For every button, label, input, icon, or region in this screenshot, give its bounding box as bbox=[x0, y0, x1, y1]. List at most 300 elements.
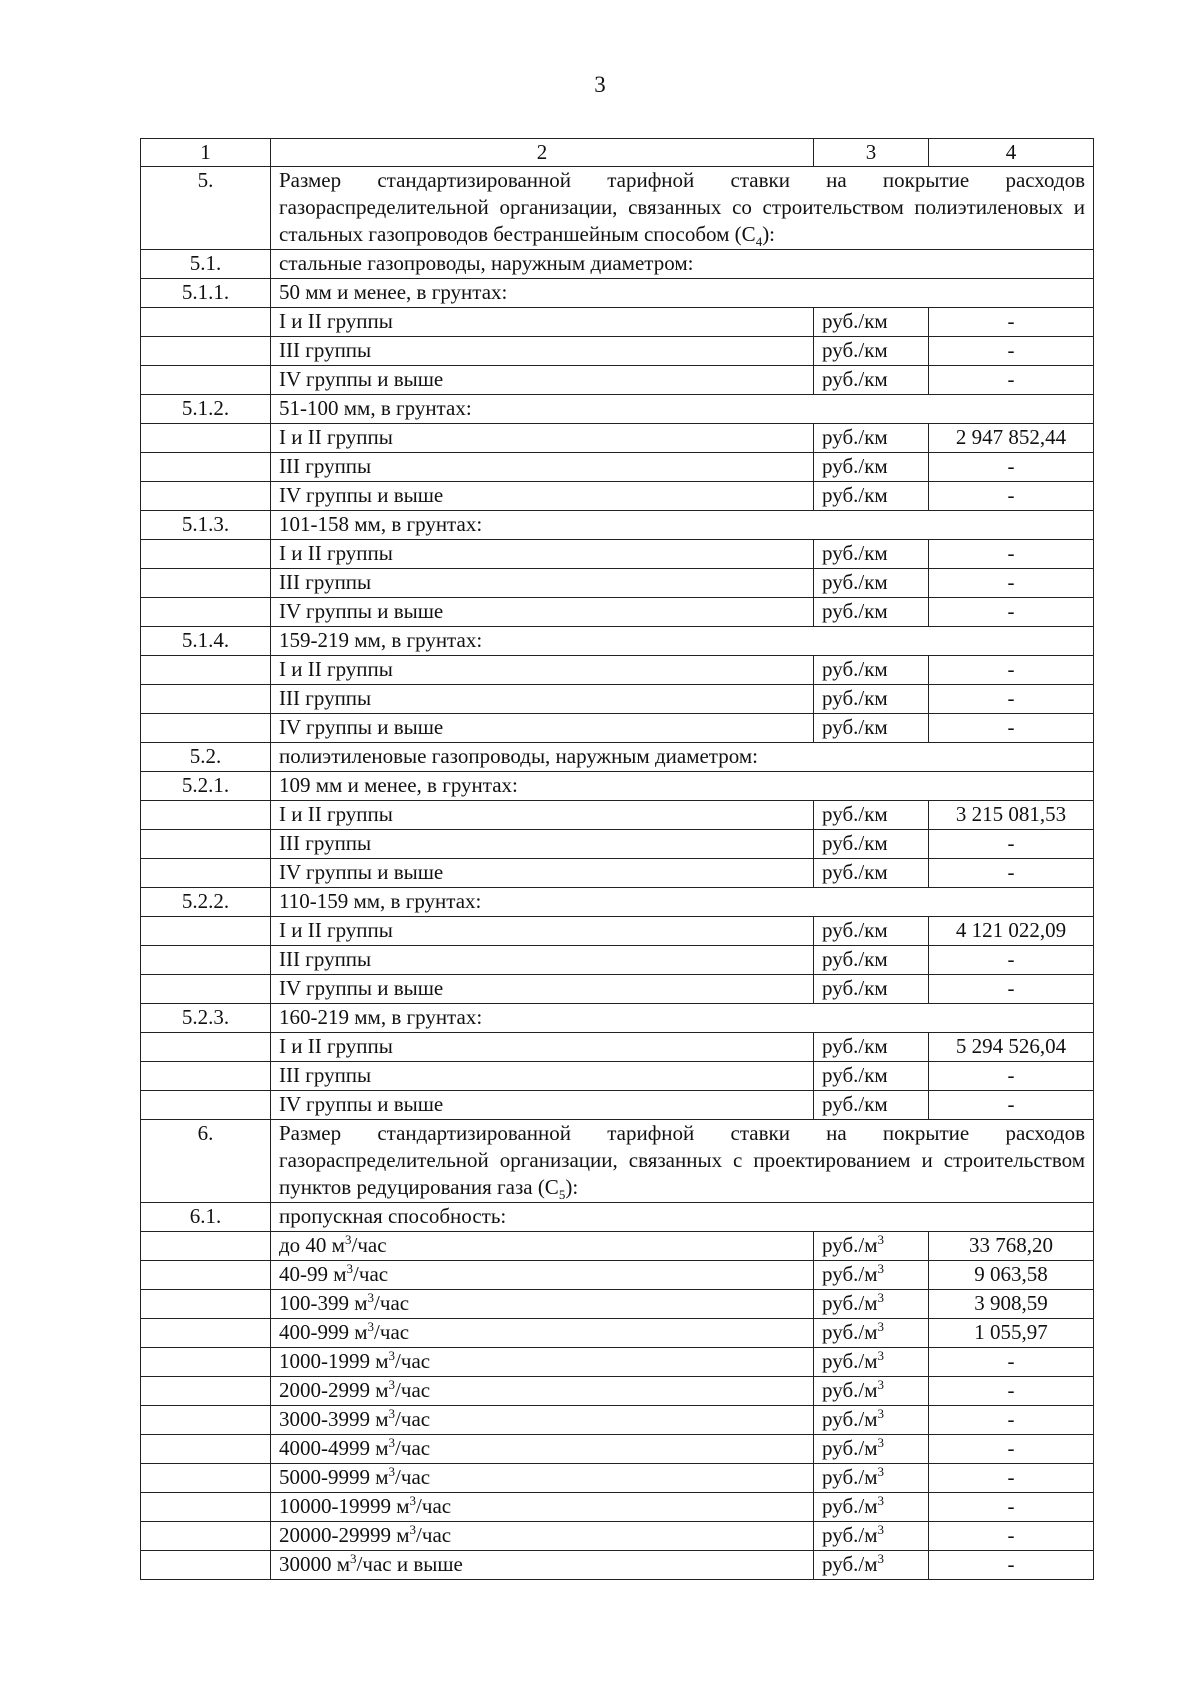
value-cell: - bbox=[929, 685, 1094, 714]
table-body bbox=[141, 167, 1094, 1580]
item-text: IV группы и выше bbox=[279, 860, 444, 884]
item-description bbox=[271, 859, 814, 888]
unit-superscript: 3 bbox=[877, 1522, 885, 1537]
unit-superscript: 3 bbox=[877, 1348, 885, 1363]
value-cell: - bbox=[929, 1348, 1094, 1377]
table-row bbox=[141, 511, 1094, 540]
unit-superscript: 3 bbox=[877, 1406, 885, 1421]
group-title bbox=[271, 250, 1094, 279]
item-description bbox=[271, 1290, 814, 1319]
item-description bbox=[271, 830, 814, 859]
value-cell: 5 294 526,04 bbox=[929, 1033, 1094, 1062]
row-number bbox=[141, 1290, 271, 1319]
item-text: 5000-9999 м bbox=[279, 1465, 389, 1489]
item-description bbox=[271, 1261, 814, 1290]
item-description bbox=[271, 366, 814, 395]
item-description bbox=[271, 1464, 814, 1493]
table-header-row bbox=[141, 139, 1094, 167]
unit-cell bbox=[814, 598, 929, 627]
row-number bbox=[141, 569, 271, 598]
table-row bbox=[141, 1406, 1094, 1435]
unit-cell bbox=[814, 1464, 929, 1493]
title-text: 51-100 мм, в грунтах: bbox=[279, 396, 472, 420]
table-row bbox=[141, 395, 1094, 424]
value-cell: 33 768,20 bbox=[929, 1232, 1094, 1261]
item-description bbox=[271, 1522, 814, 1551]
item-description bbox=[271, 1406, 814, 1435]
value-cell: - bbox=[929, 859, 1094, 888]
row-number bbox=[141, 714, 271, 743]
table-row bbox=[141, 250, 1094, 279]
unit-text: руб./км bbox=[822, 715, 888, 739]
item-description bbox=[271, 424, 814, 453]
value-cell: - bbox=[929, 569, 1094, 598]
row-number bbox=[141, 1435, 271, 1464]
row-number bbox=[141, 1261, 271, 1290]
row-number bbox=[141, 1522, 271, 1551]
title-text: 50 мм и менее, в грунтах: bbox=[279, 280, 508, 304]
value-cell: 3 215 081,53 bbox=[929, 801, 1094, 830]
unit-cell bbox=[814, 1033, 929, 1062]
unit-cell bbox=[814, 917, 929, 946]
unit-text: руб./м bbox=[822, 1262, 878, 1286]
unit-text: руб./км bbox=[822, 367, 888, 391]
unit-cell bbox=[814, 859, 929, 888]
table-row bbox=[141, 743, 1094, 772]
item-text: III группы bbox=[279, 831, 372, 855]
row-number bbox=[141, 1062, 271, 1091]
row-number bbox=[141, 598, 271, 627]
table-row bbox=[141, 714, 1094, 743]
row-number bbox=[141, 1033, 271, 1062]
superscript: 3 bbox=[346, 1261, 354, 1276]
item-description bbox=[271, 598, 814, 627]
superscript: 3 bbox=[367, 1290, 375, 1305]
value-cell: - bbox=[929, 1435, 1094, 1464]
table-row bbox=[141, 1348, 1094, 1377]
row-number: 5. bbox=[141, 167, 271, 250]
value-cell: 9 063,58 bbox=[929, 1261, 1094, 1290]
unit-text: руб./м bbox=[822, 1436, 878, 1460]
value-cell: - bbox=[929, 1377, 1094, 1406]
unit-text: руб./м bbox=[822, 1378, 878, 1402]
row-number bbox=[141, 1493, 271, 1522]
unit-text: руб./м bbox=[822, 1465, 878, 1489]
value-cell: - bbox=[929, 975, 1094, 1004]
superscript: 3 bbox=[409, 1522, 417, 1537]
table-row bbox=[141, 1120, 1094, 1203]
table-row bbox=[141, 1435, 1094, 1464]
table-row bbox=[141, 975, 1094, 1004]
row-number bbox=[141, 656, 271, 685]
unit-superscript: 3 bbox=[877, 1290, 885, 1305]
group-title bbox=[271, 395, 1094, 424]
item-description bbox=[271, 1493, 814, 1522]
title-text: пропускная способность: bbox=[279, 1204, 507, 1228]
row-number: 5.1.3. bbox=[141, 511, 271, 540]
row-number bbox=[141, 366, 271, 395]
unit-text: руб./м bbox=[822, 1320, 878, 1344]
title-text: полиэтиленовые газопроводы, наружным диаметром: bbox=[279, 744, 758, 768]
row-number: 5.1.1. bbox=[141, 279, 271, 308]
unit-text: руб./км bbox=[822, 541, 888, 565]
value-cell: - bbox=[929, 1493, 1094, 1522]
value-cell: - bbox=[929, 482, 1094, 511]
group-title bbox=[271, 888, 1094, 917]
table-row bbox=[141, 946, 1094, 975]
table-row bbox=[141, 1261, 1094, 1290]
unit-cell bbox=[814, 975, 929, 1004]
item-description bbox=[271, 540, 814, 569]
item-text: IV группы и выше bbox=[279, 715, 444, 739]
item-description bbox=[271, 1377, 814, 1406]
unit-text: руб./м bbox=[822, 1233, 878, 1257]
item-description bbox=[271, 1435, 814, 1464]
unit-cell bbox=[814, 656, 929, 685]
table-row bbox=[141, 167, 1094, 250]
item-suffix: /час и выше bbox=[356, 1552, 463, 1576]
title-text: стальные газопроводы, наружным диаметром: bbox=[279, 251, 694, 275]
row-number bbox=[141, 917, 271, 946]
unit-cell bbox=[814, 1493, 929, 1522]
row-number bbox=[141, 308, 271, 337]
item-description bbox=[271, 337, 814, 366]
item-text: IV группы и выше bbox=[279, 367, 444, 391]
item-text: IV группы и выше bbox=[279, 483, 444, 507]
item-text: I и II группы bbox=[279, 802, 393, 826]
title-text: Размер стандартизированной тарифной ставки на покрытие расходов газораспределительной организации, связанных со строительством полиэтиленовых и стальных газопроводов бестраншейным способом (C bbox=[279, 168, 1085, 246]
superscript: 3 bbox=[409, 1493, 417, 1508]
item-description bbox=[271, 569, 814, 598]
item-text: III группы bbox=[279, 454, 372, 478]
superscript: 3 bbox=[388, 1406, 396, 1421]
unit-text: руб./км bbox=[822, 454, 888, 478]
item-text: 20000-29999 м bbox=[279, 1523, 410, 1547]
row-number: 6. bbox=[141, 1120, 271, 1203]
page-number: 3 bbox=[594, 72, 606, 97]
table-row bbox=[141, 482, 1094, 511]
superscript: 3 bbox=[388, 1464, 396, 1479]
table-row bbox=[141, 1522, 1094, 1551]
unit-cell bbox=[814, 366, 929, 395]
item-text: I и II группы bbox=[279, 425, 393, 449]
table-row bbox=[141, 569, 1094, 598]
group-title bbox=[271, 279, 1094, 308]
unit-superscript: 3 bbox=[877, 1261, 885, 1276]
item-text: 10000-19999 м bbox=[279, 1494, 410, 1518]
table-row bbox=[141, 424, 1094, 453]
unit-superscript: 3 bbox=[877, 1232, 885, 1247]
item-suffix: /час bbox=[395, 1465, 431, 1489]
unit-cell bbox=[814, 1062, 929, 1091]
unit-cell bbox=[814, 830, 929, 859]
table-row bbox=[141, 366, 1094, 395]
item-description bbox=[271, 714, 814, 743]
row-number bbox=[141, 1319, 271, 1348]
unit-text: руб./м bbox=[822, 1523, 878, 1547]
item-description bbox=[271, 656, 814, 685]
subscript: 5 bbox=[558, 1187, 566, 1203]
unit-text: руб./км bbox=[822, 1034, 888, 1058]
unit-cell bbox=[814, 1377, 929, 1406]
title-text: 110-159 мм, в грунтах: bbox=[279, 889, 482, 913]
unit-cell bbox=[814, 1348, 929, 1377]
value-cell: - bbox=[929, 598, 1094, 627]
value-cell: - bbox=[929, 366, 1094, 395]
table-row bbox=[141, 337, 1094, 366]
title-text: 109 мм и менее, в грунтах: bbox=[279, 773, 518, 797]
unit-text: руб./км bbox=[822, 483, 888, 507]
item-description bbox=[271, 1232, 814, 1261]
unit-cell bbox=[814, 424, 929, 453]
superscript: 3 bbox=[388, 1435, 396, 1450]
item-text: IV группы и выше bbox=[279, 1092, 444, 1116]
unit-text: руб./км bbox=[822, 1092, 888, 1116]
table-row bbox=[141, 1232, 1094, 1261]
unit-cell bbox=[814, 1232, 929, 1261]
table-row bbox=[141, 1551, 1094, 1580]
item-suffix: /час bbox=[395, 1349, 431, 1373]
item-text: 4000-4999 м bbox=[279, 1436, 389, 1460]
column-header: 2 bbox=[271, 139, 814, 167]
unit-cell bbox=[814, 1290, 929, 1319]
unit-cell bbox=[814, 308, 929, 337]
item-description bbox=[271, 308, 814, 337]
item-description bbox=[271, 685, 814, 714]
unit-text: руб./м bbox=[822, 1494, 878, 1518]
group-title bbox=[271, 1203, 1094, 1232]
row-number bbox=[141, 859, 271, 888]
unit-superscript: 3 bbox=[877, 1551, 885, 1566]
value-cell: - bbox=[929, 308, 1094, 337]
item-suffix: /час bbox=[374, 1320, 410, 1344]
item-text: I и II группы bbox=[279, 541, 393, 565]
table-row bbox=[141, 1319, 1094, 1348]
value-cell: - bbox=[929, 714, 1094, 743]
table-row bbox=[141, 917, 1094, 946]
item-text: I и II группы bbox=[279, 657, 393, 681]
superscript: 3 bbox=[367, 1319, 375, 1334]
unit-text: руб./м bbox=[822, 1291, 878, 1315]
value-cell: - bbox=[929, 540, 1094, 569]
item-description bbox=[271, 975, 814, 1004]
unit-text: руб./км bbox=[822, 599, 888, 623]
item-suffix: /час bbox=[416, 1523, 452, 1547]
unit-cell bbox=[814, 1435, 929, 1464]
row-number bbox=[141, 1406, 271, 1435]
table-row bbox=[141, 772, 1094, 801]
table-row bbox=[141, 598, 1094, 627]
table-row bbox=[141, 1377, 1094, 1406]
table-row bbox=[141, 627, 1094, 656]
item-description bbox=[271, 453, 814, 482]
item-text: I и II группы bbox=[279, 1034, 393, 1058]
group-title bbox=[271, 743, 1094, 772]
row-number bbox=[141, 424, 271, 453]
value-cell: - bbox=[929, 1406, 1094, 1435]
unit-text: руб./м bbox=[822, 1552, 878, 1576]
value-cell: - bbox=[929, 1522, 1094, 1551]
item-description bbox=[271, 917, 814, 946]
table-row bbox=[141, 1062, 1094, 1091]
item-text: I и II группы bbox=[279, 918, 393, 942]
table-row bbox=[141, 453, 1094, 482]
table-row bbox=[141, 888, 1094, 917]
column-header: 1 bbox=[141, 139, 271, 167]
row-number: 5.1. bbox=[141, 250, 271, 279]
item-text: III группы bbox=[279, 686, 372, 710]
value-cell: - bbox=[929, 1551, 1094, 1580]
item-description bbox=[271, 1062, 814, 1091]
unit-text: руб./км bbox=[822, 1063, 888, 1087]
value-cell: - bbox=[929, 1062, 1094, 1091]
column-header: 3 bbox=[814, 139, 929, 167]
table-row bbox=[141, 656, 1094, 685]
column-header: 4 bbox=[929, 139, 1094, 167]
tariff-table bbox=[140, 138, 1094, 1580]
row-number: 6.1. bbox=[141, 1203, 271, 1232]
value-cell: 1 055,97 bbox=[929, 1319, 1094, 1348]
value-cell: 3 908,59 bbox=[929, 1290, 1094, 1319]
row-number bbox=[141, 830, 271, 859]
item-suffix: /час bbox=[395, 1436, 431, 1460]
row-number bbox=[141, 1348, 271, 1377]
unit-text: руб./км bbox=[822, 686, 888, 710]
item-text: 400-999 м bbox=[279, 1320, 368, 1344]
item-text: III группы bbox=[279, 338, 372, 362]
unit-cell bbox=[814, 801, 929, 830]
superscript: 3 bbox=[388, 1377, 396, 1392]
item-text: 30000 м bbox=[279, 1552, 351, 1576]
item-description bbox=[271, 1091, 814, 1120]
unit-cell bbox=[814, 1522, 929, 1551]
item-description bbox=[271, 482, 814, 511]
item-text: 1000-1999 м bbox=[279, 1349, 389, 1373]
item-suffix: /час bbox=[374, 1291, 410, 1315]
value-cell: - bbox=[929, 1091, 1094, 1120]
item-text: IV группы и выше bbox=[279, 976, 444, 1000]
value-cell: - bbox=[929, 946, 1094, 975]
unit-cell bbox=[814, 540, 929, 569]
unit-superscript: 3 bbox=[877, 1435, 885, 1450]
unit-cell bbox=[814, 946, 929, 975]
item-text: III группы bbox=[279, 1063, 372, 1087]
unit-cell bbox=[814, 1551, 929, 1580]
superscript: 3 bbox=[388, 1348, 396, 1363]
title-text: Размер стандартизированной тарифной ставки на покрытие расходов газораспределительной организации, связанных с проектированием и строительством пунктов редуцирования газа (C bbox=[279, 1121, 1085, 1199]
table-row bbox=[141, 1091, 1094, 1120]
row-number bbox=[141, 946, 271, 975]
item-text: 2000-2999 м bbox=[279, 1378, 389, 1402]
row-number bbox=[141, 453, 271, 482]
item-text: IV группы и выше bbox=[279, 599, 444, 623]
row-number bbox=[141, 801, 271, 830]
unit-text: руб./км bbox=[822, 860, 888, 884]
section-title bbox=[271, 1120, 1094, 1203]
row-number: 5.2.2. bbox=[141, 888, 271, 917]
subscript: 4 bbox=[755, 234, 763, 250]
item-description bbox=[271, 1033, 814, 1062]
table-row bbox=[141, 1493, 1094, 1522]
table-row bbox=[141, 1004, 1094, 1033]
title-text: 101-158 мм, в грунтах: bbox=[279, 512, 483, 536]
unit-cell bbox=[814, 453, 929, 482]
row-number: 5.2. bbox=[141, 743, 271, 772]
row-number bbox=[141, 1464, 271, 1493]
item-suffix: /час bbox=[353, 1262, 389, 1286]
table-row bbox=[141, 685, 1094, 714]
unit-cell bbox=[814, 569, 929, 598]
unit-text: руб./км bbox=[822, 338, 888, 362]
table-row bbox=[141, 279, 1094, 308]
unit-text: руб./км bbox=[822, 425, 888, 449]
group-title bbox=[271, 627, 1094, 656]
unit-superscript: 3 bbox=[877, 1377, 885, 1392]
group-title bbox=[271, 772, 1094, 801]
table-row bbox=[141, 1290, 1094, 1319]
row-number bbox=[141, 337, 271, 366]
unit-text: руб./км bbox=[822, 802, 888, 826]
row-number bbox=[141, 1377, 271, 1406]
item-description bbox=[271, 801, 814, 830]
table-row bbox=[141, 801, 1094, 830]
row-number bbox=[141, 482, 271, 511]
unit-superscript: 3 bbox=[877, 1464, 885, 1479]
unit-text: руб./км bbox=[822, 831, 888, 855]
superscript: 3 bbox=[350, 1551, 357, 1566]
row-number bbox=[141, 975, 271, 1004]
unit-text: руб./км bbox=[822, 309, 888, 333]
unit-cell bbox=[814, 1406, 929, 1435]
title-suffix: ): bbox=[565, 1175, 579, 1199]
item-text: III группы bbox=[279, 947, 372, 971]
unit-text: руб./км bbox=[822, 918, 888, 942]
unit-cell bbox=[814, 1319, 929, 1348]
title-text: 159-219 мм, в грунтах: bbox=[279, 628, 483, 652]
item-suffix: /час bbox=[395, 1407, 431, 1431]
unit-cell bbox=[814, 337, 929, 366]
unit-cell bbox=[814, 1091, 929, 1120]
item-description bbox=[271, 1348, 814, 1377]
item-text: 40-99 м bbox=[279, 1262, 347, 1286]
row-number: 5.1.4. bbox=[141, 627, 271, 656]
row-number bbox=[141, 1551, 271, 1580]
group-title bbox=[271, 1004, 1094, 1033]
row-number: 5.2.3. bbox=[141, 1004, 271, 1033]
group-title bbox=[271, 511, 1094, 540]
row-number bbox=[141, 1232, 271, 1261]
item-text: I и II группы bbox=[279, 309, 393, 333]
value-cell: 4 121 022,09 bbox=[929, 917, 1094, 946]
unit-text: руб./км bbox=[822, 976, 888, 1000]
item-text: 100-399 м bbox=[279, 1291, 368, 1315]
unit-cell bbox=[814, 714, 929, 743]
unit-cell bbox=[814, 685, 929, 714]
table-row bbox=[141, 1033, 1094, 1062]
item-suffix: /час bbox=[351, 1233, 387, 1257]
unit-cell bbox=[814, 482, 929, 511]
item-text: 3000-3999 м bbox=[279, 1407, 389, 1431]
unit-text: руб./км bbox=[822, 657, 888, 681]
row-number bbox=[141, 1091, 271, 1120]
unit-text: руб./км bbox=[822, 570, 888, 594]
row-number: 5.2.1. bbox=[141, 772, 271, 801]
item-suffix: /час bbox=[416, 1494, 452, 1518]
row-number bbox=[141, 540, 271, 569]
table-row bbox=[141, 540, 1094, 569]
value-cell: - bbox=[929, 453, 1094, 482]
table-row bbox=[141, 1203, 1094, 1232]
